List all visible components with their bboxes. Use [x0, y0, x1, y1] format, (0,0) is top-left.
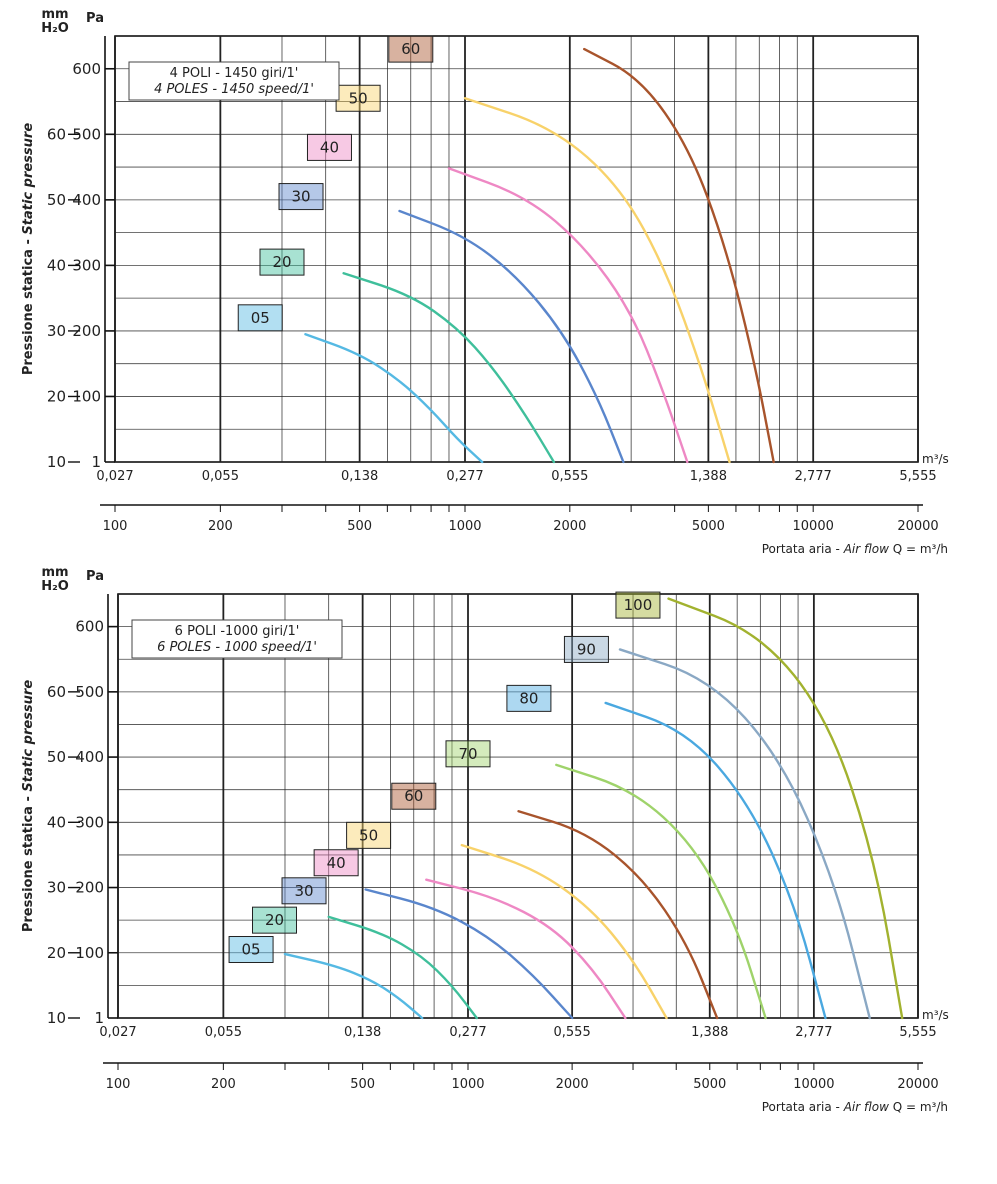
y-axis-title-en: Static pressure [21, 679, 36, 792]
x-tick-label-m3s: 2,777 [795, 1025, 833, 1040]
y-tick-label-mm: 30 [46, 878, 66, 897]
x-tick-label-m3h: 500 [347, 519, 373, 534]
x-axis-title [762, 542, 948, 556]
y-axis-title [21, 123, 36, 375]
y-unit-mm: mm [41, 7, 69, 22]
x-tick-label-m3s: 0,055 [204, 1025, 242, 1040]
y-tick-label-mm: 20 [46, 943, 66, 962]
curve-05 [285, 954, 422, 1018]
y-tick-label-pa: 200 [75, 878, 104, 897]
y-tick-label-pa: 600 [72, 59, 101, 78]
chart-6-poles [21, 565, 949, 1114]
x-tick-label-m3s: 0,027 [96, 469, 134, 484]
series-label-70: 70 [458, 744, 478, 763]
y-tick-label-pa: 100 [72, 387, 101, 406]
x-axis-title-suffix: Q = m³/h [888, 1100, 948, 1114]
series-label-90: 90 [576, 640, 596, 659]
legend-line-1: 6 POLI -1000 giri/1' [174, 624, 300, 639]
legend-line-2: 4 POLES - 1450 speed/1' [154, 82, 314, 97]
y-tick-label-pa: 400 [75, 748, 104, 767]
x-tick-label-m3h: 500 [350, 1077, 376, 1092]
x-tick-label-m3h: 20000 [897, 519, 939, 534]
y-axis-title-it: Pressione statica - [21, 234, 36, 376]
series-label-05: 05 [250, 308, 270, 327]
x-axis [762, 452, 949, 556]
y-unit-mm: mm [41, 565, 69, 580]
curve-40 [426, 880, 625, 1018]
y-tick-label-mm: 20 [46, 387, 66, 406]
y-tick-label-pa: 500 [75, 682, 104, 701]
x-tick-label-m3s: 1,388 [689, 469, 727, 484]
curve-40 [449, 168, 687, 462]
curve-30 [400, 211, 624, 462]
x-tick-label-m3s: 0,138 [341, 469, 379, 484]
y-unit-h2o: H₂O [41, 21, 69, 36]
series-label-50: 50 [348, 89, 368, 108]
y-axis-title-en: Static pressure [21, 122, 36, 235]
curve-60 [584, 49, 773, 462]
y-tick-label-pa: 600 [75, 617, 104, 636]
y-tick-label-mm: 60 [46, 682, 66, 701]
x-tick-label-m3h: 2000 [555, 1077, 589, 1092]
x-tick-label-m3s: 0,277 [449, 1025, 487, 1040]
x-tick-label-m3h: 5000 [693, 1077, 727, 1092]
x-tick-label-m3s: 0,277 [446, 469, 484, 484]
y-tick-label-mm: 60 [46, 125, 66, 144]
y-tick-label-mm: 40 [46, 256, 66, 275]
x-axis-title-suffix: Q = m³/h [888, 542, 948, 556]
x-tick-label-m3s: 0,027 [99, 1025, 137, 1040]
x-tick-label-m3h: 200 [210, 1077, 236, 1092]
series-label-30: 30 [291, 187, 311, 206]
y-tick-label-mm: 10 [46, 453, 66, 471]
chart-marks [47, 36, 939, 534]
x-axis-title-en: Air flow [843, 1100, 889, 1114]
x-tick-label-m3h: 100 [105, 1077, 131, 1092]
series-label-20: 20 [264, 911, 285, 930]
x-tick-label-m3h: 200 [207, 519, 233, 534]
y-tick-label-pa: 300 [75, 813, 104, 832]
x-tick-label-m3h: 2000 [553, 519, 587, 534]
legend-line-1: 4 POLI - 1450 giri/1' [169, 66, 299, 81]
series-label-100: 100 [623, 596, 653, 615]
series-label-60: 60 [404, 787, 424, 806]
series-label-40: 40 [319, 138, 340, 157]
series-label-20: 20 [272, 253, 292, 272]
x-tick-label-m3h: 1000 [451, 1077, 485, 1092]
curve-90 [620, 649, 870, 1018]
x-tick-label-m3s: 2,777 [794, 469, 832, 484]
chart-4-poles [21, 7, 949, 556]
curve-100 [669, 599, 903, 1018]
y-tick-label-pa: 1 [91, 453, 101, 471]
y-tick-label-mm: 50 [46, 748, 66, 767]
series-label-05: 05 [241, 940, 261, 959]
x-tick-label-m3h: 5000 [691, 519, 725, 534]
chart-legend-box [129, 62, 339, 100]
x-tick-label-m3s: 0,138 [344, 1025, 382, 1040]
y-tick-label-pa: 100 [75, 943, 104, 962]
y-tick-label-mm: 30 [46, 321, 66, 340]
x-unit-m3s: m³/s [922, 1008, 949, 1022]
curve-05 [305, 334, 482, 462]
x-tick-label-m3s: 5,555 [899, 469, 937, 484]
y-unit-h2o: H₂O [41, 579, 69, 594]
x-tick-label-m3h: 100 [102, 519, 128, 534]
y-tick-label-mm: 10 [46, 1009, 66, 1027]
y-axis-title [21, 680, 36, 932]
y-tick-label-pa: 500 [72, 125, 101, 144]
curve-70 [556, 765, 765, 1018]
x-tick-label-m3h: 10000 [793, 1077, 835, 1092]
x-tick-label-m3h: 10000 [792, 519, 834, 534]
series-label-60: 60 [401, 40, 421, 59]
x-tick-label-m3s: 5,555 [899, 1025, 937, 1040]
x-axis-title-it: Portata aria - [761, 542, 844, 556]
x-tick-label-m3s: 1,388 [691, 1025, 729, 1040]
x-tick-label-m3s: 0,055 [201, 469, 239, 484]
y-tick-label-pa: 300 [72, 256, 101, 275]
series-label-50: 50 [359, 826, 379, 845]
x-axis-title-en: Air flow [843, 542, 889, 556]
x-unit-m3s: m³/s [922, 452, 949, 466]
x-tick-label-m3s: 0,555 [553, 1025, 591, 1040]
y-tick-label-mm: 50 [46, 190, 66, 209]
y-tick-label-mm: 40 [46, 813, 66, 832]
x-tick-label-m3h: 1000 [448, 519, 482, 534]
y-tick-label-pa: 200 [72, 321, 101, 340]
x-tick-label-m3s: 0,555 [551, 469, 589, 484]
chart-legend-box [132, 620, 342, 658]
x-axis-title-it: Portata aria - [761, 1100, 844, 1114]
y-unit-pa: Pa [86, 569, 104, 584]
y-tick-label-pa: 400 [72, 190, 101, 209]
y-unit-pa: Pa [86, 11, 104, 26]
series-label-30: 30 [294, 881, 314, 900]
x-tick-label-m3h: 20000 [897, 1077, 939, 1092]
x-axis [762, 1008, 949, 1114]
x-axis-title [762, 1100, 948, 1114]
series-label-80: 80 [519, 689, 539, 708]
curve-50 [462, 845, 667, 1018]
y-axis-title-it: Pressione statica - [21, 791, 36, 933]
y-tick-label-pa: 1 [94, 1009, 104, 1027]
series-label-40: 40 [326, 853, 346, 872]
legend-line-2: 6 POLES - 1000 speed/1' [157, 640, 317, 655]
curve-50 [465, 98, 730, 462]
